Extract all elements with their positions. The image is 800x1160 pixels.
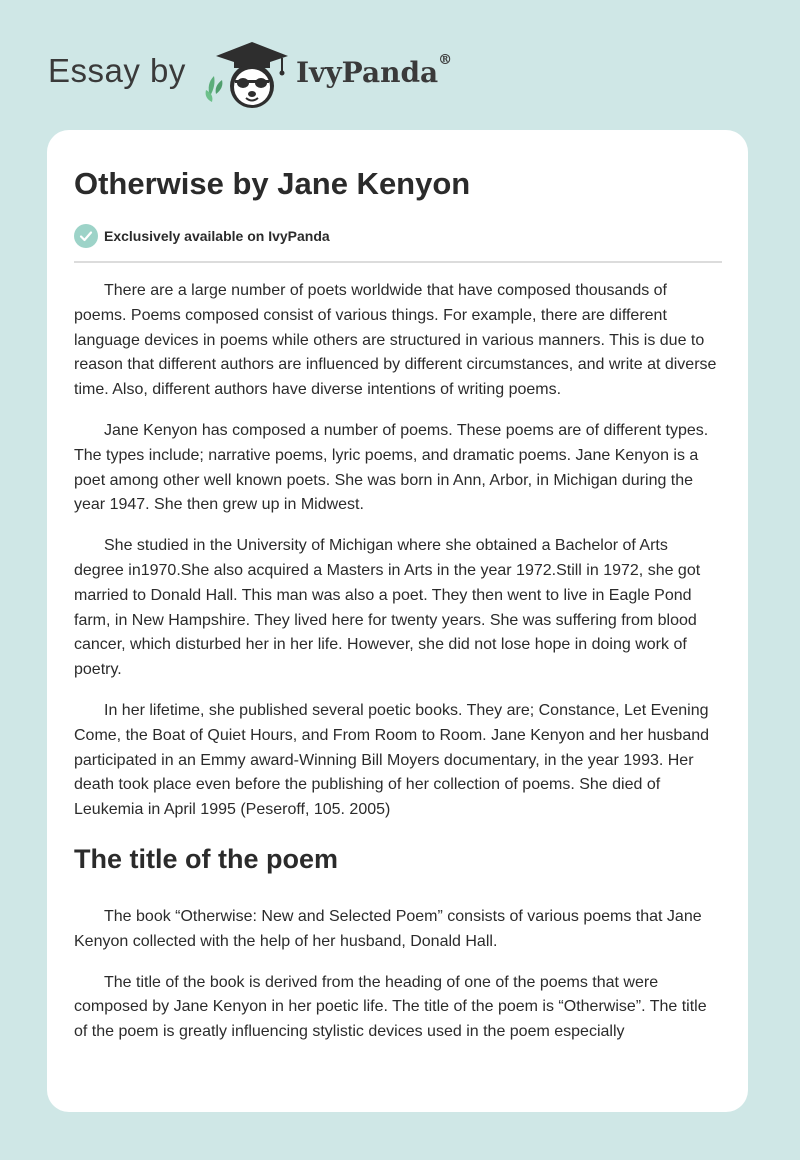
brand-name[interactable] [296, 52, 453, 89]
paragraph: There are a large number of poets worldwide that have composed thousands of poems. Poems composed consist of various things. For example, there are different language devices in poems while others are structured in various manners. This is due to reason that different authors are influenced by different circumstances, and write at diverse time. Also, different authors have diverse intentions of writing poems. [74, 282, 717, 399]
paragraph: In her lifetime, she published several poetic books. They are; Constance, Let Evening Come, the Boat of Quiet Hours, and From Room to Room. Jane Kenyon and her husband participated in an Emmy award-Winning Bill Moyers documentary, in the year 1993. Her death took place even before the publishing of her collection of poems. She died of Leukemia in April 1995 (Peseroff, 105. 2005) [74, 701, 710, 819]
check-icon [74, 224, 98, 248]
badge-label: Exclusively available on IvyPanda [104, 228, 330, 244]
registered-mark: ® [438, 52, 453, 68]
divider [74, 261, 722, 263]
essay-card [47, 130, 748, 1112]
panda-logo-icon[interactable] [202, 36, 294, 110]
brand-label: IvyPanda [296, 56, 439, 89]
section-heading: The title of the poem [74, 843, 339, 874]
essay-content [74, 160, 722, 1061]
essay-by-label: Essay by [48, 52, 186, 89]
paragraph: The book “Otherwise: New and Selected Poem” consists of various poems that Jane Kenyon collected with the help of her husband, Donald Hall. [74, 907, 702, 950]
page-title: Otherwise by Jane Kenyon [74, 166, 471, 201]
paragraph: Jane Kenyon has composed a number of poems. These poems are of different types. The types include; narrative poems, lyric poems, and dramatic poems. Jane Kenyon is a poet among other well known poets. She was born in Ann, Arbor, in Michigan during the year 1947. She then grew up in Midwest. [74, 421, 709, 514]
paragraph: The title of the book is derived from the heading of one of the poems that were composed by Jane Kenyon in her poetic life. The title of the poem is “Otherwise”. The title of the poem is greatly influencing stylistic devices used in the poem especially [74, 973, 707, 1041]
site-header [48, 36, 748, 116]
exclusive-badge [74, 222, 722, 250]
paragraph: She studied in the University of Michigan where she obtained a Bachelor of Arts degree in1970.She also acquired a Masters in Arts in the year 1972.Still in 1972, she got married to Donald Hall. This man was also a poet. They then went to live in Eagle Pond farm, in New Hampshire. They lived here for twenty years. She was suffering from blood cancer, which disturbed her in her life. However, she did not lose hope in doing work of poetry. [74, 537, 701, 679]
